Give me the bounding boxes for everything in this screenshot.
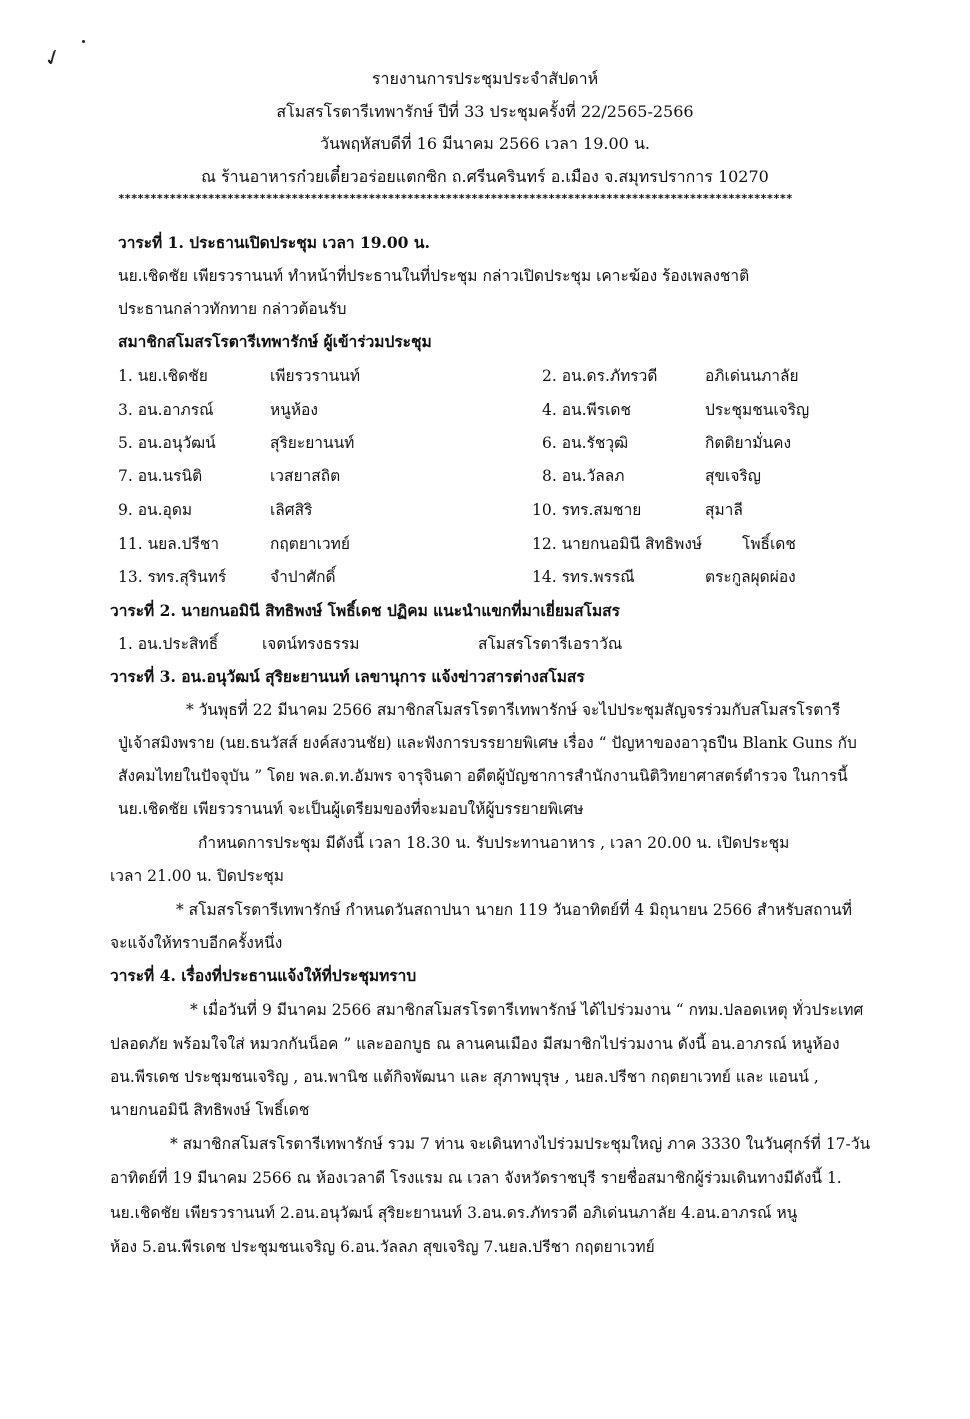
member-no: 3. อน.อาภรณ์: [118, 401, 214, 419]
agenda3-p1-l3: สังคมไทยในปัจจุบัน ” โดย พล.ต.ท.อัมพร จารุจินดา อดีตผู้บัญชาการสำนักงานนิติวิทยาศาสตร์ตำรวจ ในการนี้: [118, 767, 848, 785]
member-surname: เวสยาสถิต: [270, 467, 341, 485]
member-surname: สุมาลี: [705, 501, 743, 519]
member-no: 1. นย.เชิดชัย: [118, 367, 208, 385]
agenda3-p1-l1: * วันพุธที่ 22 มีนาคม 2566 สมาชิกสโมสรโรตารีเทพารักษ์ จะไปประชุมสัญจรร่วมกับสโมสรโรตารี: [186, 701, 841, 719]
agenda4-title: วาระที่ 4. เรื่องที่ประธานแจ้งให้ที่ประชุมทราบ: [110, 966, 417, 985]
member-surname: เพียรวรานนท์: [270, 367, 361, 385]
member-no: 7. อน.นรนิติ: [118, 467, 203, 485]
member-surname: กฤตยาเวทย์: [270, 535, 350, 553]
header-club: สโมสรโรตารีเทพารักษ์ ปีที่ 33 ประชุมครั้งที่ 22/2565-2566: [276, 102, 694, 121]
header-venue: ณ ร้านอาหารก๋วยเตี๋ยวอร่อยแตกซิก ถ.ศรีนครินทร์ อ.เมือง จ.สมุทรปราการ 10270: [201, 167, 769, 186]
member-no: 14. รทร.พรรณี: [532, 568, 635, 586]
member-surname: ตระกูลผุดผ่อง: [705, 568, 796, 586]
agenda4-p1-l2: ปลอดภัย พร้อมใจใส่ หมวกกันน็อค ” และออกบูธ ณ ลานคนเมือง มีสมาชิกไปร่วมงาน ดังนี้ อน.อาภรณ์ หนูห้อง: [110, 1035, 840, 1053]
member-no: 5. อน.อนุวัฒน์: [118, 434, 216, 452]
member-surname: สุริยะยานนท์: [270, 434, 355, 452]
agenda2-title: วาระที่ 2. นายกนอมินี สิทธิพงษ์ โพธิ์เดช ปฏิคม แนะนำแขกที่มาเยี่ยมสโมสร: [110, 601, 620, 620]
agenda3-p3-l2: จะแจ้งให้ทราบอีกครั้งหนึ่ง: [110, 934, 283, 952]
member-surname: หนูห้อง: [270, 401, 318, 419]
agenda1-line2: ประธานกล่าวทักทาย กล่าวต้อนรับ: [118, 300, 347, 318]
agenda4-p2-l2: อาทิตย์ที่ 19 มีนาคม 2566 ณ ห้องเวลาดี โรงแรม ณ เวลา จังหวัดราชบุรี รายชื่อสมาชิกผู้ร่วมเดินทางมีดังนี้ 1.: [110, 1169, 842, 1187]
agenda4-p1-l4: นายกนอมินี สิทธิพงษ์ โพธิ์เดช: [110, 1101, 310, 1119]
member-surname: ประชุมชนเจริญ: [705, 401, 810, 419]
agenda3-title: วาระที่ 3. อน.อนุวัฒน์ สุริยะยานนท์ เลขานุการ แจ้งข่าวสารต่างสโมสร: [110, 667, 585, 686]
guest-surname: เจตน์ทรงธรรม: [262, 635, 360, 653]
agenda3-p2-l2: เวลา 21.00 น. ปิดประชุม: [110, 867, 285, 885]
agenda3-p3-l1: * สโมสรโรตารีเทพารักษ์ กำหนดวันสถาปนา นายก 119 วันอาทิตย์ที่ 4 มิถุนายน 2566 สำหรับสถานที่: [176, 901, 852, 919]
members-title: สมาชิกสโมสรโรตารีเทพารักษ์ ผู้เข้าร่วมประชุม: [118, 332, 432, 351]
guest-name: 1. อน.ประสิทธิ์: [118, 635, 219, 653]
agenda3-p1-l4: นย.เชิดชัย เพียรวรานนท์ จะเป็นผู้เตรียมของที่จะมอบให้ผู้บรรยายพิเศษ: [118, 800, 584, 818]
agenda4-p1-l3: อน.พีรเดช ประชุมชนเจริญ , อน.พานิช แต้กิจพัฒนา และ สุภาพบุรุษ , นยล.ปรีชา กฤตยาเวทย์ และ แอนน์ ,: [110, 1068, 819, 1086]
member-no: 8. อน.วัลลภ: [542, 467, 625, 485]
member-surname: อภิเด่นนภาลัย: [705, 367, 799, 385]
header-divider: *********************************************************************************************************: [118, 192, 793, 205]
member-no: 10. รทร.สมชาย: [532, 501, 642, 519]
member-no: 13. รทร.สุรินทร์: [118, 568, 227, 586]
agenda4-p2-l4: ห้อง 5.อน.พีรเดช ประชุมชนเจริญ 6.อน.วัลลภ สุขเจริญ 7.นยล.ปรีชา กฤตยาเวทย์: [110, 1238, 655, 1256]
member-surname: จำปาศักดิ์: [270, 568, 336, 586]
agenda4-p1-l1: * เมื่อวันที่ 9 มีนาคม 2566 สมาชิกสโมสรโรตารีเทพารักษ์ ได้ไปร่วมงาน “ กทม.ปลอดเหตุ ทั่วประเทศ: [190, 1001, 864, 1019]
agenda4-p2-l1: * สมาชิกสโมสรโรตารีเทพารักษ์ รวม 7 ท่าน จะเดินทางไปร่วมประชุมใหญ่ ภาค 3330 ในวันศุกร์ที่ 17-วัน: [170, 1135, 871, 1153]
header-date: วันพฤหัสบดีที่ 16 มีนาคม 2566 เวลา 19.00 น.: [320, 134, 650, 153]
member-surname: สุขเจริญ: [705, 467, 761, 485]
member-no: 2. อน.ดร.ภัทรวดี: [542, 367, 658, 385]
header-title: รายงานการประชุมประจำสัปดาห์: [371, 69, 599, 88]
member-surname: โพธิ์เดช: [742, 535, 796, 553]
agenda1-title: วาระที่ 1. ประธานเปิดประชุม เวลา 19.00 น.: [118, 233, 430, 252]
agenda1-line1: นย.เชิดชัย เพียรวรานนท์ ทำหน้าที่ประธานในที่ประชุม กล่าวเปิดประชุม เคาะฆ้อง ร้องเพลงชาติ: [118, 267, 750, 285]
guest-club: สโมสรโรตารีเอราวัณ: [478, 635, 623, 653]
pen-dot: [82, 40, 85, 43]
member-no: 6. อน.รัชวุฒิ: [542, 434, 629, 452]
agenda3-p2-l1: กำหนดการประชุม มีดังนี้ เวลา 18.30 น. รับประทานอาหาร , เวลา 20.00 น. เปิดประชุม: [198, 834, 790, 852]
agenda4-p2-l3: นย.เชิดชัย เพียรวรานนท์ 2.อน.อนุวัฒน์ สุริยะยานนท์ 3.อน.ดร.ภัทรวดี อภิเด่นนภาลัย 4.อน.อาภรณ์ หนู: [110, 1204, 798, 1222]
member-no: 12. นายกนอมินี สิทธิพงษ์: [532, 535, 703, 553]
member-no: 11. นยล.ปรีชา: [118, 535, 220, 553]
member-surname: เลิศสิริ: [270, 501, 313, 519]
member-no: 4. อน.พีรเดช: [542, 401, 631, 419]
member-no: 9. อน.อุดม: [118, 501, 193, 519]
agenda3-p1-l2: ปู่เจ้าสมิงพราย (นย.ธนวัสส์ ยงค์สงวนชัย) และฟังการบรรยายพิเศษ เรื่อง “ ปัญหาของอาวุธปืน Blank Guns กับ: [118, 734, 857, 752]
checkmark-icon: ✓: [40, 43, 67, 74]
member-surname: กิตติยามั่นคง: [705, 434, 792, 452]
